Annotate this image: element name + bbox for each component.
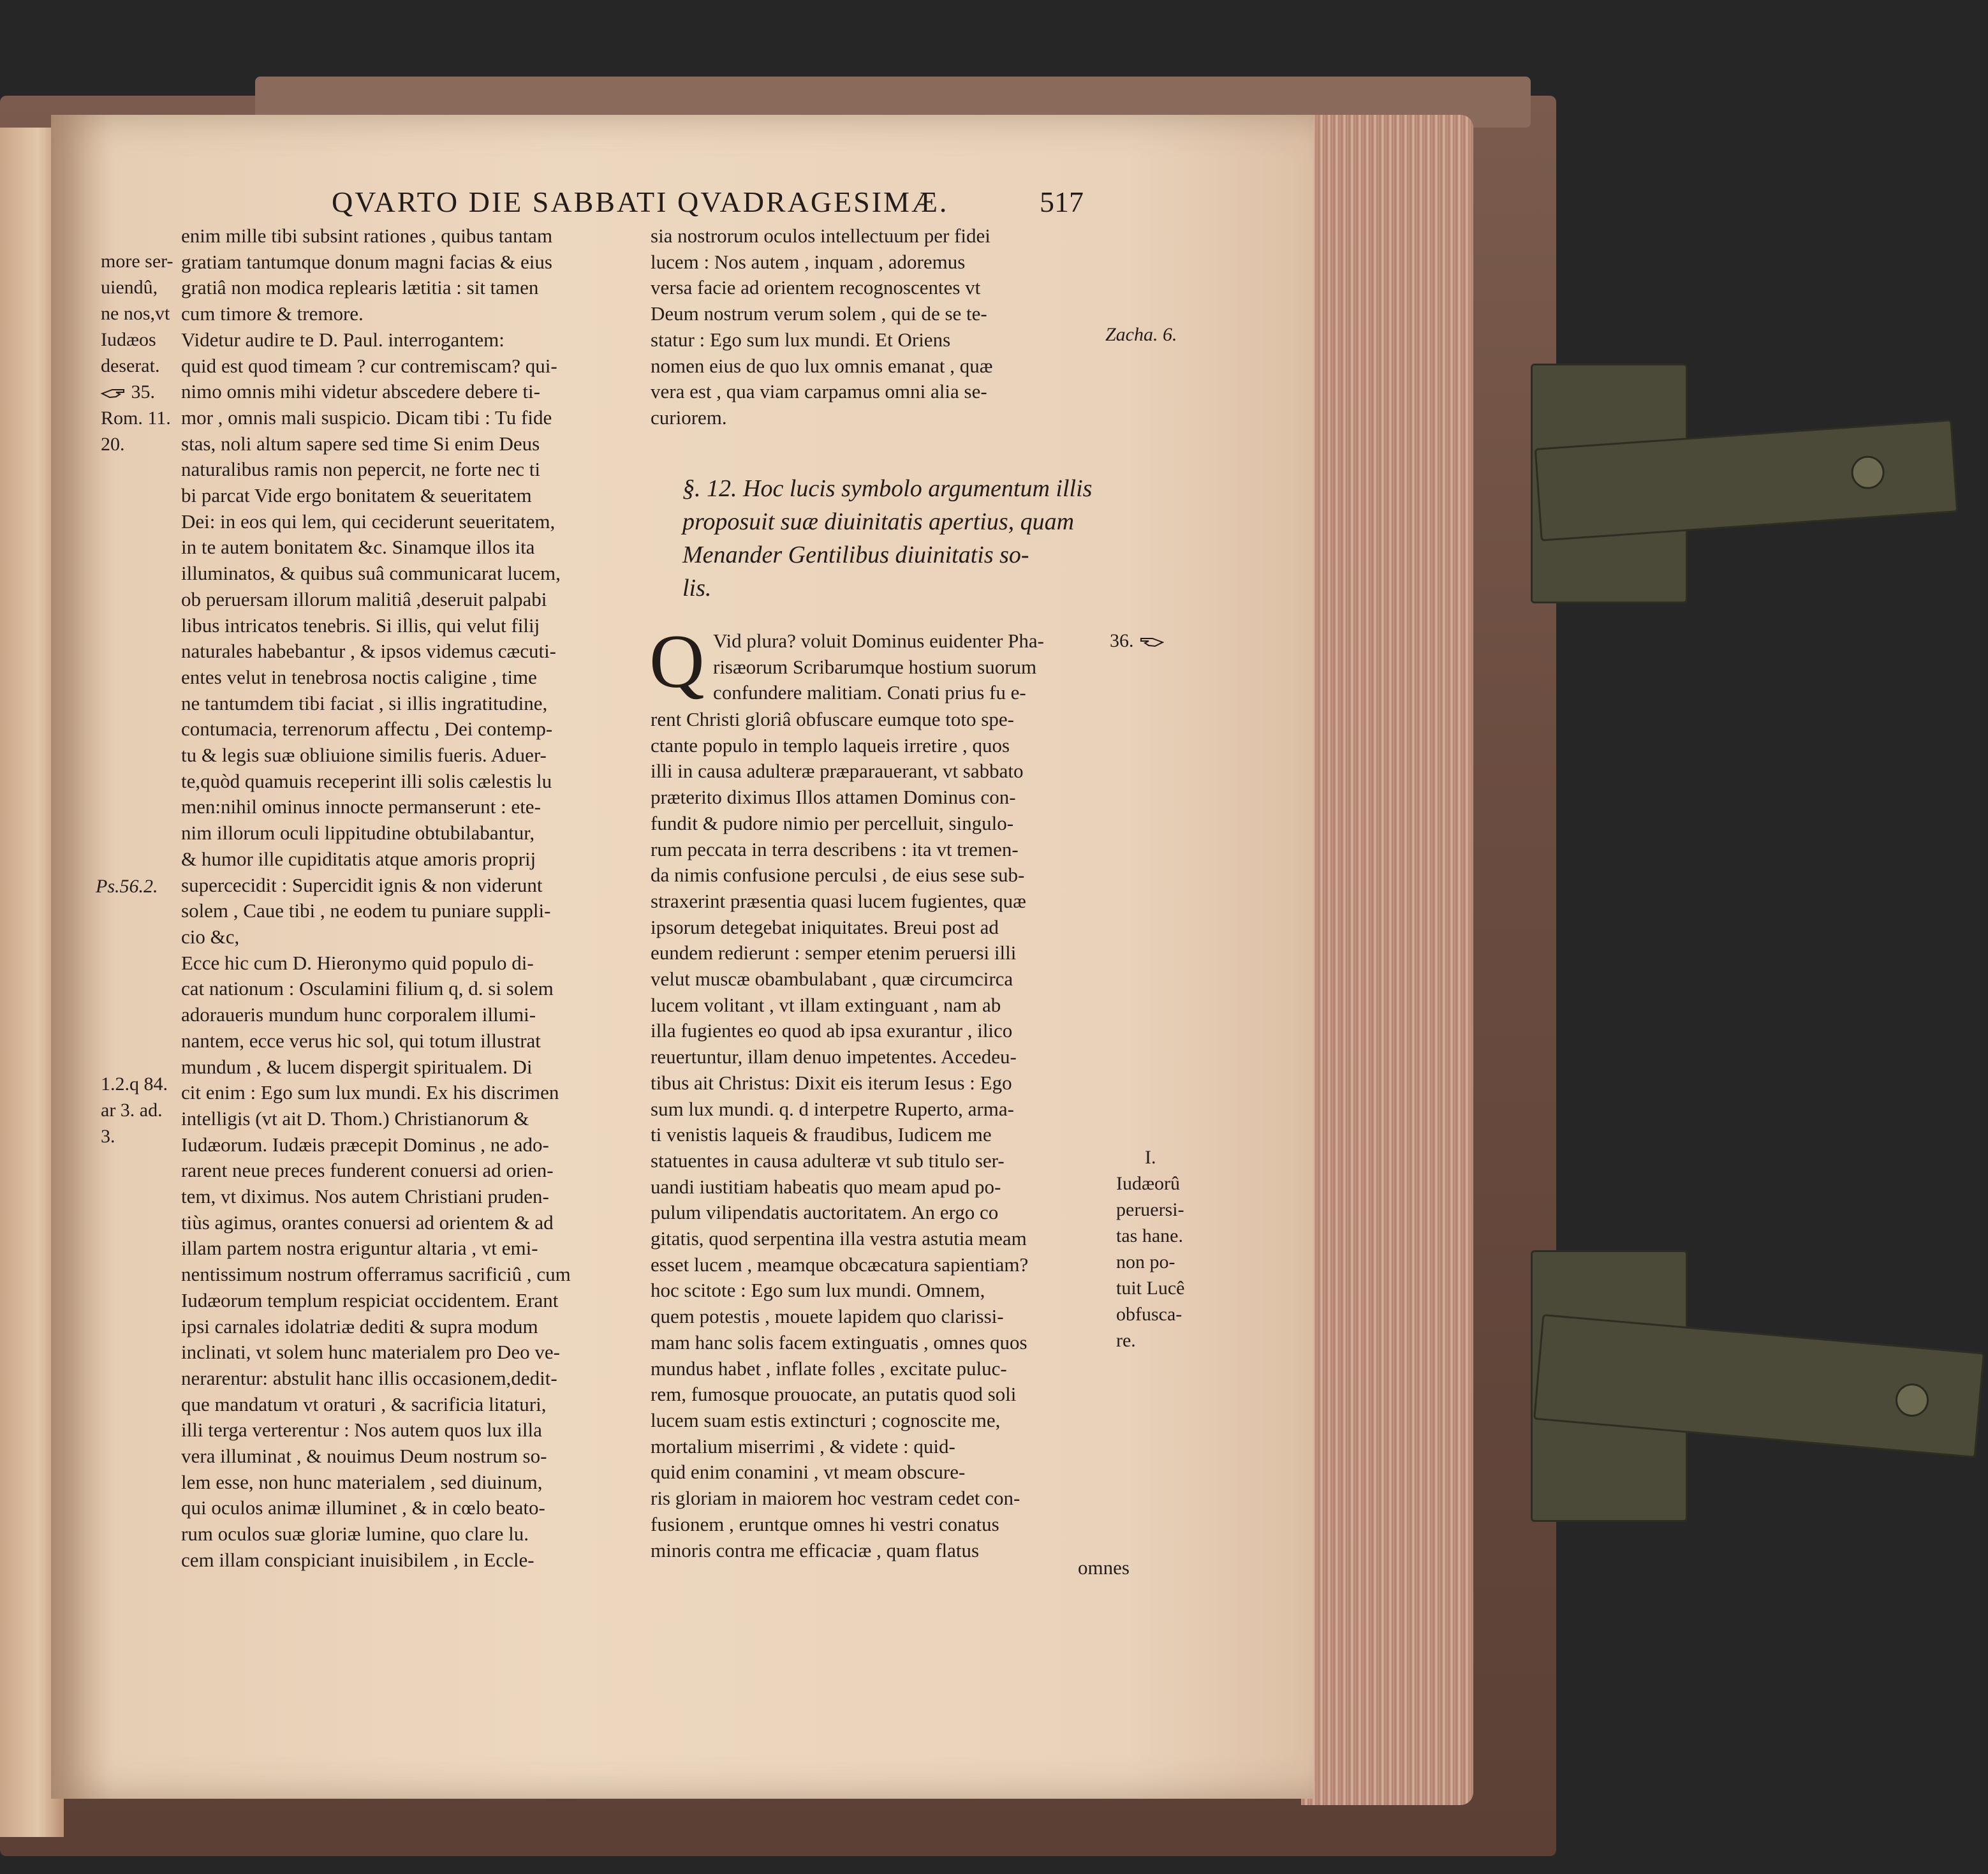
text-line: men:nihil ominus innocte permanserunt : ete- bbox=[181, 795, 541, 818]
margin-note: 3. bbox=[101, 1126, 115, 1147]
text-line: te,quòd quamuis receperint illi solis cælestis lu bbox=[181, 769, 552, 792]
margin-note: I. bbox=[1145, 1147, 1156, 1168]
text-line: cem illam conspiciant inuisibilem , in Eccle- bbox=[181, 1548, 534, 1571]
text-line: ob peruersam illorum malitiâ ,deseruit palpabi bbox=[181, 587, 547, 610]
margin-note: ne nos,vt bbox=[101, 303, 170, 324]
text-line: curiorem. bbox=[651, 406, 727, 429]
text-line: vera illuminat , & nouimus Deum nostrum so- bbox=[181, 1445, 547, 1468]
text-line: versa facie ad orientem recognoscentes vt bbox=[651, 276, 981, 299]
margin-note: deserat. bbox=[101, 355, 160, 376]
margin-note: Iudæos bbox=[101, 329, 156, 350]
text-line: vera est , qua viam carpamus omni alia se- bbox=[651, 380, 987, 403]
margin-note: tuit Lucê bbox=[1116, 1278, 1185, 1299]
text-line: que mandatum vt oraturi , & sacrificia litaturi, bbox=[181, 1392, 547, 1415]
text-line: velut muscæ obambulabant , quæ circumcirca bbox=[651, 968, 1013, 991]
pointing-hand-icon bbox=[101, 387, 126, 401]
text-line: qui oculos animæ illuminet , & in cœlo beato- bbox=[181, 1496, 545, 1519]
text-line: entes velut in tenebrosa noctis caligine , time bbox=[181, 665, 537, 688]
text-line: straxerint præsentia quasi lucem fugientes, quæ bbox=[651, 889, 1026, 912]
text-line: adoraueris mundum hunc corporalem illumi- bbox=[181, 1003, 536, 1026]
text-line: sia nostrorum oculos intellectuum per fidei bbox=[651, 225, 990, 247]
text-line: ipsorum detegebat iniquitates. Breui post ad bbox=[651, 915, 999, 938]
text-line: Menander Gentilibus diuinitatis so- bbox=[682, 542, 1029, 568]
text-line: illi in causa adulteræ præparauerant, vt sabbato bbox=[651, 760, 1024, 783]
text-line: libus intricatos tenebris. Si illis, qui velut filij bbox=[181, 614, 540, 637]
text-line: lucem : Nos autem , inquam , adoremus bbox=[651, 250, 966, 273]
text-line: cio &c, bbox=[181, 925, 240, 948]
text-line: tiùs agimus, orantes conuersi ad orientem & ad bbox=[181, 1211, 554, 1234]
text-line: nerarentur: abstulit hanc illis occasionem,dedit- bbox=[181, 1366, 557, 1389]
margin-note: non po- bbox=[1116, 1251, 1175, 1273]
margin-note: 36. bbox=[1110, 630, 1134, 651]
text-line: Vid plura? voluit Dominus euidenter Pha- bbox=[713, 630, 1045, 652]
right-text-dropcap-lines bbox=[713, 628, 1121, 706]
margin-note: 1.2.q 84. bbox=[101, 1073, 168, 1095]
margin-note: ar 3. ad. bbox=[101, 1100, 163, 1121]
text-line: esset lucem , meamque obcæcatura sapientiam? bbox=[651, 1253, 1029, 1276]
text-line: fusionem , eruntque omnes hi vestri conatus bbox=[651, 1512, 999, 1535]
text-line: illi terga verterentur : Nos autem quos lux illa bbox=[181, 1419, 542, 1442]
text-line: gitatis, quod serpentina illa vestra astutia meam bbox=[651, 1227, 1027, 1250]
text-line: Iudæorum templum respiciat occidentem. Erant bbox=[181, 1288, 559, 1311]
text-line: tem, vt diximus. Nos autem Christiani pruden- bbox=[181, 1185, 549, 1208]
text-line: gratiâ non modica replearis lætitia : sit tamen bbox=[181, 276, 539, 299]
text-line: & humor ille cupiditatis atque amoris proprij bbox=[181, 847, 536, 870]
text-line: proposuit suæ diuinitatis apertius, quam bbox=[682, 508, 1075, 535]
text-line: illa fugientes eo quod ab ipsa exurantur , ilico bbox=[651, 1019, 1013, 1042]
text-line: Videtur audire te D. Paul. interrogantem: bbox=[181, 328, 504, 351]
text-line: rum peccata in terra describens : ita vt tremen- bbox=[651, 837, 1019, 860]
text-line: eundem redierunt : semper etenim peruersi illi bbox=[651, 941, 1017, 964]
drop-cap: Q bbox=[649, 619, 705, 704]
text-line: fundit & pudore nimio per percelluit, singulo- bbox=[651, 811, 1014, 834]
text-line: §. 12. Hoc lucis symbolo argumentum illis bbox=[682, 475, 1093, 502]
text-line: rem, fumosque prouocate, an putatis quod soli bbox=[651, 1383, 1017, 1406]
text-line: stas, noli altum sapere sed time Si enim Deus bbox=[181, 432, 540, 455]
margin-note: more ser- bbox=[101, 251, 173, 272]
text-line: rent Christi gloriâ obfuscare eumque toto spe- bbox=[651, 708, 1014, 730]
text-line: reuertuntur, illam denuo impetentes. Accedeu- bbox=[651, 1045, 1017, 1068]
text-line: contumacia, terrenorum affectu , Dei contemp- bbox=[181, 718, 553, 741]
text-line: rum oculos suæ gloriæ lumine, quo clare lu. bbox=[181, 1523, 529, 1546]
text-line: nomen eius de quo lux omnis emanat , quæ bbox=[651, 354, 993, 377]
text-line: ipsi carnales idolatriæ dediti & supra modum bbox=[181, 1315, 538, 1338]
text-line: ne tantumdem tibi faciat , si illis ingratitudine, bbox=[181, 691, 548, 714]
right-text-column-top bbox=[651, 223, 1116, 431]
text-line: quem potestis , mouete lapidem quo clarissi- bbox=[651, 1305, 1004, 1328]
catchword: omnes bbox=[1078, 1556, 1130, 1579]
text-line: confundere malitiam. Conati prius fu e- bbox=[713, 681, 1026, 704]
page-number: 517 bbox=[1040, 186, 1084, 218]
text-line: statur : Ego sum lux mundi. Et Oriens bbox=[651, 328, 951, 351]
text-line: illam partem nostra eriguntur altaria , vt emi- bbox=[181, 1237, 538, 1260]
text-line: illuminatos, & quibus suâ communicarat lucem, bbox=[181, 562, 561, 585]
text-line: mundum , & lucem dispergit spiritualem. Di bbox=[181, 1055, 533, 1078]
margin-note: Ps.56.2. bbox=[96, 876, 158, 897]
page-edges bbox=[1301, 115, 1473, 1805]
text-line: præterito diximus Illos attamen Dominus con- bbox=[651, 786, 1016, 809]
text-line: ti venistis laqueis & fraudibus, Iudicem me bbox=[651, 1123, 992, 1146]
text-line: tu & legis suæ obliuione similis fueris. Aduer- bbox=[181, 744, 547, 767]
text-line: ris gloriam in maiorem hoc vestram cedet con- bbox=[651, 1487, 1020, 1510]
text-line: ctante populo in templo laqueis irretire , quos bbox=[651, 734, 1010, 756]
left-text-column bbox=[181, 223, 634, 1574]
margin-note: tas hane. bbox=[1116, 1225, 1183, 1246]
text-line: gratiam tantumque donum magni facias & eius bbox=[181, 250, 552, 273]
text-line: bi parcat Vide ergo bonitatem & seueritatem bbox=[181, 484, 532, 507]
text-line: mortalium miserrimi , & videte : quid- bbox=[651, 1435, 955, 1457]
text-line: quid est quod timeam ? cur contremiscam? qui- bbox=[181, 354, 557, 377]
text-line: mam hanc solis facem extinguatis , omnes quos bbox=[651, 1331, 1027, 1354]
text-line: quid enim conamini , vt meam obscure- bbox=[651, 1461, 966, 1484]
margin-note: Zacha. 6. bbox=[1105, 324, 1177, 345]
margin-note: 35. bbox=[131, 381, 155, 402]
text-line: risæorum Scribarumque hostium suorum bbox=[713, 655, 1037, 678]
text-line: intelligis (vt ait D. Thom.) Christianorum & bbox=[181, 1107, 529, 1130]
text-line: hoc scitote : Ego sum lux mundi. Omnem, bbox=[651, 1279, 985, 1302]
text-line: in te autem bonitatem &c. Sinamque illos ita bbox=[181, 536, 535, 559]
text-line: Deum nostrum verum solem , qui de se te- bbox=[651, 302, 987, 325]
text-line: nimo omnis mihi videtur abscedere debere ti- bbox=[181, 380, 540, 403]
text-line: nentissimum nostrum offerramus sacrificiû , cum bbox=[181, 1263, 571, 1286]
text-line: statuentes in causa adulteræ vt sub titulo ser- bbox=[651, 1149, 1005, 1172]
text-line: cat nationum : Osculamini filium q, d. si solem bbox=[181, 977, 554, 1000]
text-line: lucem volitant , vt illam extinguant , nam ab bbox=[651, 993, 1001, 1016]
text-line: rarent neue preces funderent conuersi ad orien- bbox=[181, 1159, 554, 1182]
text-line: Iudæorum. Iudæis præcepit Dominus , ne ado- bbox=[181, 1133, 549, 1156]
text-line: naturales habebantur , & ipsos videmus cæcuti- bbox=[181, 640, 557, 663]
text-line: solem , Caue tibi , ne eodem tu puniare suppli- bbox=[181, 899, 551, 922]
section-heading bbox=[682, 472, 1116, 605]
text-line: mor , omnis mali suspicio. Dicam tibi : Tu fide bbox=[181, 406, 552, 429]
pointing-hand-icon bbox=[1138, 635, 1164, 649]
text-line: da nimis confusione perculsi , de eius sese sub- bbox=[651, 864, 1025, 887]
text-line: cum timore & tremore. bbox=[181, 302, 364, 325]
margin-note: peruersi- bbox=[1116, 1199, 1184, 1220]
right-text-column-body bbox=[651, 707, 1123, 1563]
text-line: enim mille tibi subsint rationes , quibus tantam bbox=[181, 225, 553, 247]
text-line: lucem suam estis extincturi ; cognoscite me, bbox=[651, 1408, 1001, 1431]
text-line: Ecce hic cum D. Hieronymo quid populo di- bbox=[181, 951, 534, 974]
margin-note: obfusca- bbox=[1116, 1304, 1182, 1325]
margin-note: Iudæorû bbox=[1116, 1173, 1180, 1194]
running-title: QVARTO DIE SABBATI QVADRAGESIMÆ. bbox=[332, 186, 949, 218]
text-line: inclinati, vt solem hunc materialem pro Deo ve- bbox=[181, 1341, 560, 1364]
margin-note: uiendû, bbox=[101, 277, 158, 298]
margin-note-hand bbox=[101, 380, 155, 406]
text-line: uandi iustitiam habeatis quo meam apud po- bbox=[651, 1175, 1001, 1198]
text-line: lem esse, non hunc materialem , sed diuinum, bbox=[181, 1470, 543, 1493]
margin-note: Rom. 11. bbox=[101, 408, 171, 429]
margin-note: 20. bbox=[101, 434, 125, 455]
text-line: Dei: in eos qui lem, qui ceciderunt seueritatem, bbox=[181, 510, 556, 533]
text-line: sum lux mundi. q. d interpetre Ruperto, arma- bbox=[651, 1097, 1014, 1120]
text-line: pulum vilipendatis auctoritatem. An ergo co bbox=[651, 1201, 999, 1224]
margin-note-hand bbox=[1110, 628, 1164, 654]
text-line: cit enim : Ego sum lux mundi. Ex his discrimen bbox=[181, 1081, 559, 1104]
text-line: supercecidit : Supercidit ignis & non viderunt bbox=[181, 873, 543, 896]
text-line: mundus habet , inflate folles , excitate puluc- bbox=[651, 1357, 1007, 1380]
text-line: nantem, ecce verus hic sol, qui totum illustrat bbox=[181, 1029, 541, 1052]
text-line: naturalibus ramis non pepercit, ne forte nec ti bbox=[181, 458, 540, 481]
text-line: nim illorum oculi lippitudine obtubilabantur, bbox=[181, 822, 535, 845]
text-line: minoris contra me efficaciæ , quam flatus bbox=[651, 1538, 980, 1561]
text-line: tibus ait Christus: Dixit eis iterum Iesus : Ego bbox=[651, 1071, 1012, 1094]
text-line: lis. bbox=[682, 575, 712, 601]
margin-note: re. bbox=[1116, 1330, 1136, 1351]
